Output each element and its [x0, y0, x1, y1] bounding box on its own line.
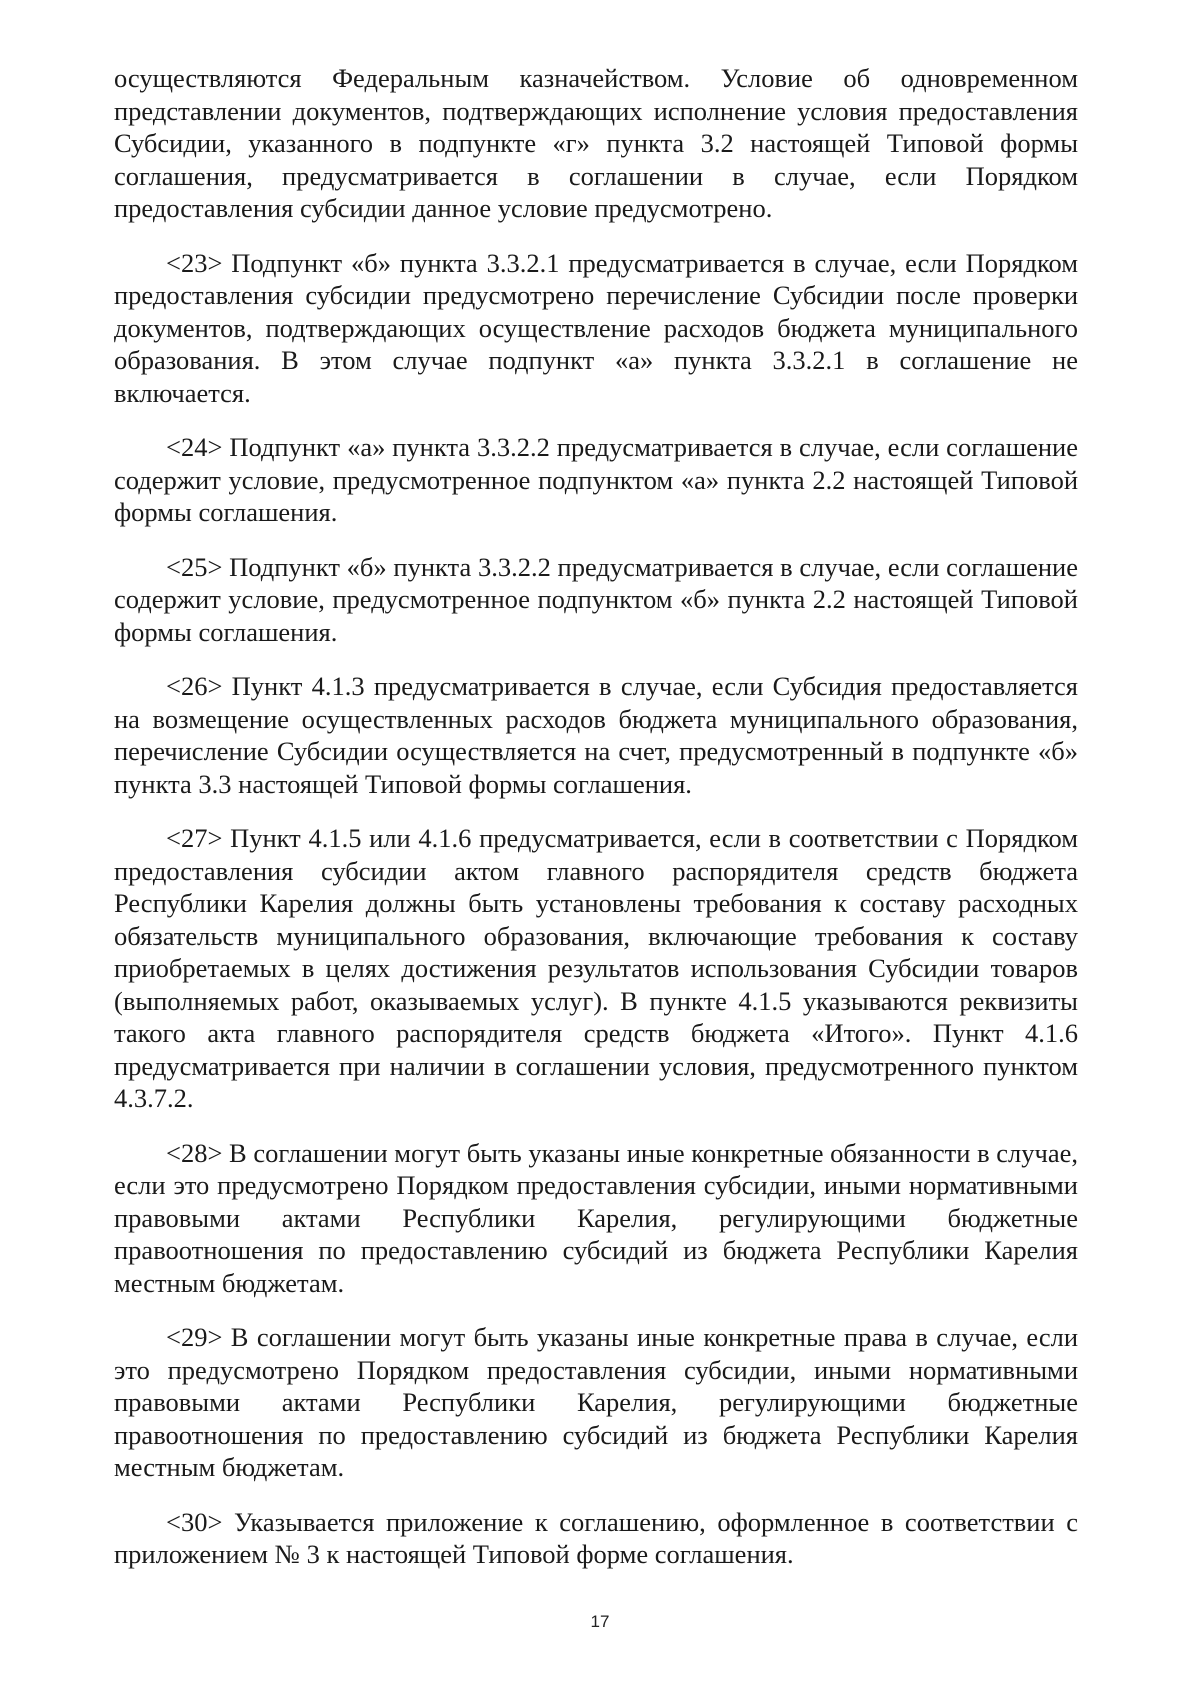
footnote-29: <29> В соглашении могут быть указаны иные конкретные права в случае, если это предусмотрено Порядком предоставления субсидии, иными нормативными правовыми актами Республики Карелия, регулирующими бюджетные правоотношения по предоставлению субсидий из бюджета Республики Карелия местным бюджетам. [114, 1322, 1078, 1482]
footnote-24: <24> Подпункт «а» пункта 3.3.2.2 предусматривается в случае, если соглашение содержит условие, предусмотренное подпунктом «а» пункта 2.2 настоящей Типовой формы соглашения. [114, 432, 1078, 527]
footnote-27: <27> Пункт 4.1.5 или 4.1.6 предусматривается, если в соответствии с Порядком предоставления субсидии актом главного распорядителя средств бюджета Республики Карелия должны быть установлены требования к составу расходных обязательств муниципального образования, включающие требования к составу приобретаемых в целях достижения результатов использования Субсидии товаров (выполняемых работ, оказываемых услуг). В пункте 4.1.5 указываются реквизиты такого акта главного распорядителя средств бюджета «Итого». Пункт 4.1.6 предусматривается при наличии в соглашении условия, предусмотренного пунктом 4.3.7.2. [114, 823, 1078, 1113]
footnote-26: <26> Пункт 4.1.3 предусматривается в случае, если Субсидия предоставляется на возмещение осуществленных расходов бюджета муниципального образования, перечисление Субсидии осуществляется на счет, предусмотренный в подпункте «б» пункта 3.3 настоящей Типовой формы соглашения. [114, 671, 1078, 799]
footnote-28: <28> В соглашении могут быть указаны иные конкретные обязанности в случае, если это предусмотрено Порядком предоставления субсидии, иными нормативными правовыми актами Республики Карелия, регулирующими бюджетные правоотношения по предоставлению субсидий из бюджета Республики Карелия местным бюджетам. [114, 1137, 1078, 1298]
page-number: 17 [590, 1612, 610, 1631]
footnote-23: <23> Подпункт «б» пункта 3.3.2.1 предусматривается в случае, если Порядком предоставления субсидии предусмотрено перечисление Субсидии после проверки документов, подтверждающих осуществление расходов бюджета муниципального образования. В этом случае подпункт «а» пункта 3.3.2.1 в соглашение не включается. [114, 247, 1078, 408]
document-body [114, 62, 1078, 1571]
footnote-30: <30> Указывается приложение к соглашению, оформленное в соответствии с приложением № 3 к настоящей Типовой форме соглашения. [114, 1506, 1078, 1569]
paragraph-continuation: осуществляются Федеральным казначейством. Условие об одновременном представлении документов, подтверждающих исполнение условия предоставления Субсидии, указанного в подпункте «г» пункта 3.2 настоящей Типовой формы соглашения, предусматривается в соглашении в случае, если Порядком предоставления субсидии данное условие предусмотрено. [114, 63, 1078, 223]
footnote-25: <25> Подпункт «б» пункта 3.3.2.2 предусматривается в случае, если соглашение содержит условие, предусмотренное подпунктом «б» пункта 2.2 настоящей Типовой формы соглашения. [114, 551, 1078, 647]
